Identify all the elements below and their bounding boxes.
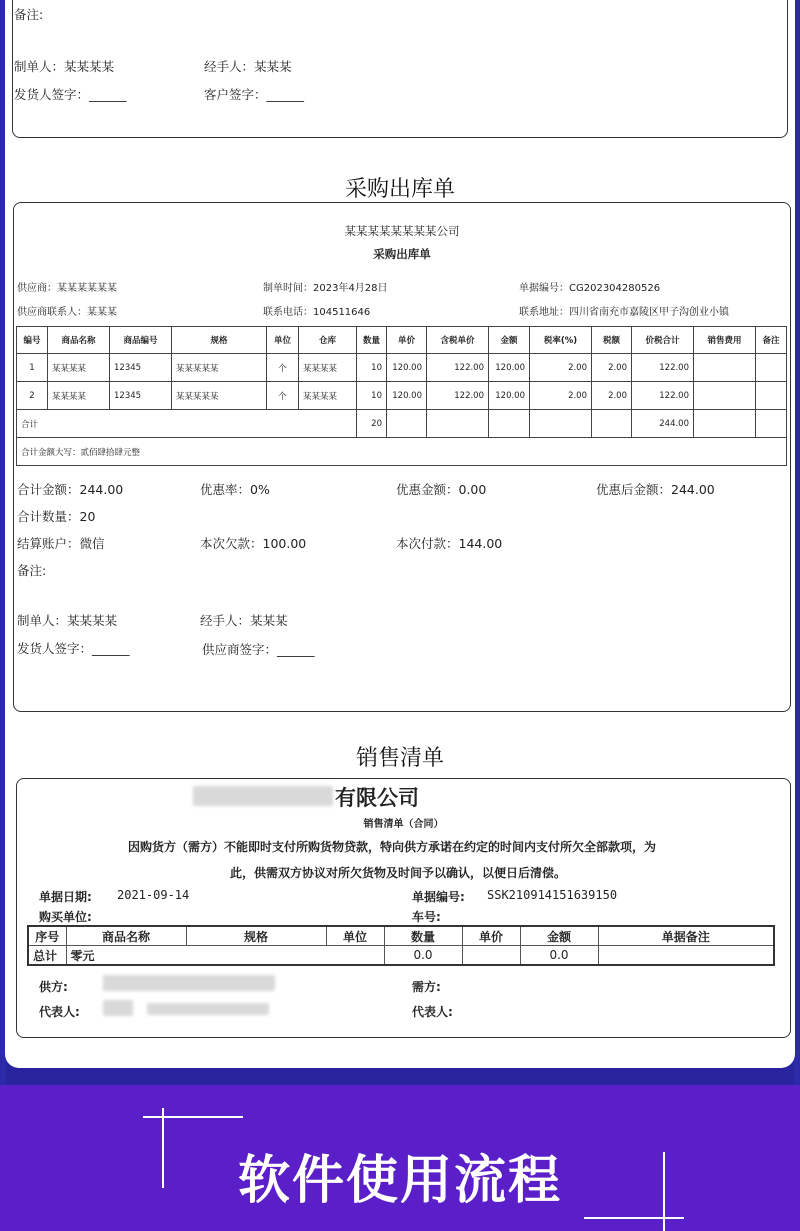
col-header: 备注 [756,327,787,354]
cell-tax-price: 122.00 [427,354,489,382]
purchase-doc-title: 采购出库单 [373,247,431,261]
col-header: 商品编号 [110,327,172,354]
cell-no: 1 [17,354,48,382]
cell-tax-rate: 2.00 [530,354,592,382]
total-label: 合计 [17,410,357,438]
cell-price: 120.00 [387,382,427,410]
sum-amount: 合计金额：244.00 [17,482,124,497]
empty-cell [756,410,787,438]
maker-label: 制单人：某某某某 [14,59,115,74]
empty-cell [387,410,427,438]
maker-label: 制单人：某某某某 [17,613,118,628]
document-sheet [5,0,795,1068]
empty-cell [592,410,632,438]
col-header: 规格 [172,327,267,354]
col-header: 价税合计 [632,327,694,354]
cell-total: 122.00 [632,354,694,382]
col-header: 销售费用 [694,327,756,354]
blurred-company-name [193,786,333,806]
empty-cell [598,946,774,966]
representative-label: 代表人: [39,1005,80,1019]
cell-name: 某某某某 [48,382,110,410]
col-header: 含税单价 [427,327,489,354]
settle-account: 结算账户：微信 [17,536,105,551]
doc-no-label: 单据编号：CG202304280526 [519,283,661,294]
cell-qty: 10 [357,354,387,382]
demander-label: 需方: [412,980,441,994]
discount-amount: 优惠金额：0.00 [396,482,487,497]
cell-sales-fee [694,354,756,382]
sales-list-card [16,778,791,1038]
col-header: 商品名称 [66,926,186,946]
col-header: 数量 [357,327,387,354]
empty-cell [489,410,530,438]
supplier-label: 供方: [39,980,68,994]
table-total-row [28,946,774,966]
empty-cell [427,410,489,438]
blurred-rep-name [103,1000,133,1016]
cell-amount: 120.00 [489,354,530,382]
cell-tax: 2.00 [592,382,632,410]
table-total-row [17,410,787,438]
total-words: 零元 [66,946,384,966]
total-qty: 0.0 [384,946,462,966]
handler-label: 经手人：某某某 [200,613,288,628]
sum-qty: 合计数量：20 [17,509,96,524]
cell-tax: 2.00 [592,354,632,382]
cell-warehouse: 某某某某 [299,354,357,382]
total-label: 总计 [28,946,66,966]
remark-label: 备注: [17,563,47,578]
sales-section-title: 销售清单 [355,746,444,771]
cell-code: 12345 [110,382,172,410]
decor-line [143,1116,243,1118]
customer-sign-label: 客户签字：______ [204,87,305,102]
blurred-supplier-name [103,975,275,991]
discount-rate: 优惠率：0% [200,482,270,497]
purchase-company: 某某某某某某某某公司 [344,224,460,238]
cell-unit: 个 [267,382,299,410]
buyer-label: 购买单位: [39,910,92,924]
phone-label: 联系电话：104511646 [263,307,371,318]
blurred-rep-detail [147,1003,269,1015]
paid-amount: 本次付款：144.00 [396,536,503,551]
col-header: 税额 [592,327,632,354]
col-header: 单据备注 [598,926,774,946]
after-discount: 优惠后金额：244.00 [596,482,715,497]
col-header: 序号 [28,926,66,946]
table-row [17,382,787,410]
sales-notice-line-2: 此，供需双方协议对所欠货物及时间予以确认，以便日后清偿。 [230,866,567,880]
empty-cell [530,410,592,438]
total-qty: 20 [357,410,387,438]
col-header: 单价 [387,327,427,354]
empty-cell [694,410,756,438]
col-header: 商品名称 [48,327,110,354]
cell-price: 120.00 [387,354,427,382]
sales-notice-line-1: 因购货方（需方）不能即时支付所购货物贷款，特向供方承诺在约定的时间内支付所欠全部款项，为 [128,840,657,854]
cell-unit: 个 [267,354,299,382]
col-header: 税率(%) [530,327,592,354]
col-header: 单价 [462,926,520,946]
cell-code: 12345 [110,354,172,382]
cell-tax-price: 122.00 [427,382,489,410]
cell-spec: 某某某某某 [172,382,267,410]
shipper-sign-label: 发货人签字：______ [17,641,130,656]
date-value: 2021-09-14 [117,888,190,902]
col-header: 仓库 [299,327,357,354]
address-label: 联系地址：四川省南充市嘉陵区甲子沟创业小镇 [519,307,729,318]
cell-amount: 120.00 [489,382,530,410]
col-header: 规格 [186,926,326,946]
total-sum: 244.00 [632,410,694,438]
cell-remark [756,354,787,382]
sales-company-suffix: 有限公司 [335,785,419,810]
handler-label: 经手人：某某某 [204,59,292,74]
col-header: 单位 [267,327,299,354]
cell-no: 2 [17,382,48,410]
decor-line [584,1217,684,1219]
supplier-sign-label: 供应商签字：______ [202,642,315,657]
previous-order-card [12,0,788,138]
col-header: 编号 [17,327,48,354]
sales-doc-no-label: 单据编号: [412,890,465,904]
purchase-section-title: 采购出库单 [344,177,455,202]
date-label: 单据日期: [39,890,92,904]
cell-sales-fee [694,382,756,410]
make-time-label: 制单时间：2023年4月28日 [263,283,388,294]
car-no-label: 车号: [412,910,441,924]
col-header: 金额 [520,926,598,946]
cell-warehouse: 某某某某 [299,382,357,410]
cell-spec: 某某某某某 [172,354,267,382]
sales-items-table [27,925,775,966]
table-header-row [17,327,787,354]
remark-label: 备注: [14,7,44,22]
col-header: 数量 [384,926,462,946]
owed-amount: 本次欠款：100.00 [200,536,307,551]
contact-label: 供应商联系人：某某某 [17,307,117,318]
sales-doc-title: 销售清单（合同） [363,819,444,830]
purchase-items-table [16,326,787,466]
purchase-order-card [13,202,791,712]
supplier-label: 供应商：某某某某某某 [17,283,117,294]
table-row [17,354,787,382]
cell-remark [756,382,787,410]
shipper-sign-label: 发货人签字：______ [14,87,127,102]
footer-title: 软件使用流程 [237,1151,562,1211]
amount-words-row [17,438,787,466]
total-amount: 0.0 [520,946,598,966]
sales-doc-no-value: SSK210914151639150 [487,888,618,902]
amount-words: 合计金额大写：贰佰肆拾肆元整 [17,438,787,466]
col-header: 金额 [489,327,530,354]
table-header-row [28,926,774,946]
col-header: 单位 [326,926,384,946]
representative-label-2: 代表人: [412,1005,453,1019]
cell-qty: 10 [357,382,387,410]
cell-name: 某某某某 [48,354,110,382]
cell-total: 122.00 [632,382,694,410]
empty-cell [462,946,520,966]
cell-tax-rate: 2.00 [530,382,592,410]
